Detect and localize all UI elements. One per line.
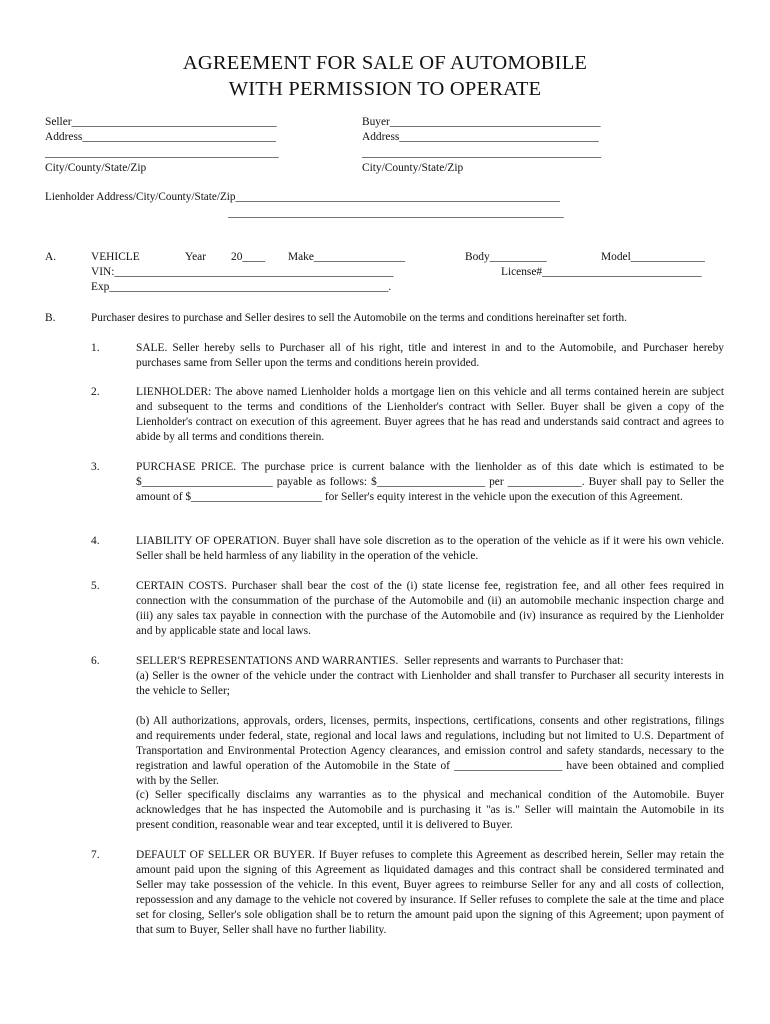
lienholder-address-field[interactable]: Lienholder Address/City/County/State/Zip__________________________________________________________ <box>45 191 560 203</box>
lienholder-address-line-2[interactable]: ____________________________________________________________ <box>228 207 564 219</box>
seller-city-label: City/County/State/Zip <box>45 162 147 174</box>
clause-6-number: 6. <box>91 655 100 667</box>
section-b-intro: Purchaser desires to purchase and Seller desires to sell the Automobile on the terms and conditions hereinafter set forth. <box>91 312 627 324</box>
vehicle-label: VEHICLE <box>91 251 140 263</box>
vin-field[interactable]: VIN:_________________________________________________ <box>91 266 394 278</box>
clause-7-number: 7. <box>91 849 100 861</box>
section-a-marker: A. <box>45 251 57 263</box>
clause-3-number: 3. <box>91 461 100 473</box>
clause-7-default: DEFAULT OF SELLER OR BUYER. If Buyer refuses to complete this Agreement as described herein, Seller may retain the amount paid upon the signing of this Agreement as liquidated damages and this contract shall be considered terminated and Seller may take possession of the vehicle. In this event, Buyer agrees to reimburse Seller for any and all costs of collection, repossession and any damage to the vehicle not covered by insurance. If Seller refuses to complete the sale at the time and place set for closing, Seller's sole obligation shall be to return the amount paid upon the signing of this Agreement; upon payment of that sum to Buyer, Seller shall have no further liability. <box>136 849 724 936</box>
clause-5-certain-costs: CERTAIN COSTS. Purchaser shall bear the cost of the (i) state license fee, registration fee, and all other fees required in connection with the consummation of the purchase of the Automobile and (ii) an automobile mechanic inspection charge and (iii) any sales tax payable in connection with the purchase of the Automobile and (iv) insurance as required by the Lienholder and by applicable state and local laws. <box>136 580 724 637</box>
clause-3-purchase-price: PURCHASE PRICE. The purchase price is current balance with the lienholder as of this date which is estimated to be $_______________________ payable as follows: $___________________ per _____________. Buyer shall pay to Seller the amount of $_______________________ for Seller's equity interest in the vehicle upon the execution of this Agreement. <box>136 461 724 503</box>
clause-1-number: 1. <box>91 342 100 354</box>
license-field[interactable]: License#____________________________ <box>501 266 702 278</box>
clause-2-number: 2. <box>91 386 100 398</box>
make-field[interactable]: Make________________ <box>288 251 406 263</box>
buyer-field[interactable]: Buyer_____________________________________ <box>362 116 601 128</box>
clause-4-number: 4. <box>91 535 100 547</box>
buyer-city-label: City/County/State/Zip <box>362 162 464 174</box>
buyer-address-line-2[interactable]: __________________________________________ <box>362 147 602 159</box>
year-label: Year <box>185 251 206 263</box>
clause-6-item-a: (a) Seller is the owner of the vehicle under the contract with Lienholder and shall transfer to Purchaser all security interests in the vehicle to Seller; <box>136 670 724 697</box>
section-b-marker: B. <box>45 312 56 324</box>
clause-6-item-b: (b) All authorizations, approvals, orders, licenses, permits, inspections, certifications, consents and other registrations, filings and requirements under federal, state, regional and local laws and regulations, including but not limited to U.S. Department of Transportation and Environmental Protection Agency clearances, and emission control and safety standards, necessary to the registration and lawful operation of the Automobile in the State of ___________________ have been obtained and complied with by the Seller. <box>136 715 724 787</box>
body-field[interactable]: Body__________ <box>465 251 547 263</box>
clause-5-number: 5. <box>91 580 100 592</box>
clause-4-liability: LIABILITY OF OPERATION. Buyer shall have sole discretion as to the operation of the vehicle as if it were his own vehicle. Seller shall be held harmless of any liability in the operation of the vehicle. <box>136 535 724 562</box>
clause-6-heading: SELLER'S REPRESENTATIONS AND WARRANTIES. Seller represents and warrants to Purchaser that: <box>136 655 624 667</box>
document-title-line-2: WITH PERMISSION TO OPERATE <box>228 78 542 100</box>
clause-2-lienholder: LIENHOLDER: The above named Lienholder holds a mortgage lien on this vehicle and all terms contained herein are subject and subsequent to the terms and conditions of the Lienholder's contract with Seller. Buyer shall be given a copy of the Lienholder's contract on execution of this agreement. Buyer agrees that he has read and understands said contract and agrees to abide by all terms and conditions therein. <box>136 386 724 443</box>
seller-field[interactable]: Seller____________________________________ <box>45 116 277 128</box>
model-field[interactable]: Model_____________ <box>601 251 705 263</box>
seller-address-line-2[interactable]: _________________________________________ <box>45 147 279 159</box>
clause-6-item-c: (c) Seller specifically disclaims any warranties as to the physical and mechanical condition of the Automobile. Buyer acknowledges that he has inspected the Automobile and is purchasing it "as is." Seller will maintain the Automobile in its present condition, reasonable wear and tear excepted, until it is delivered to Buyer. <box>136 789 724 831</box>
document-title-line-1: AGREEMENT FOR SALE OF AUTOMOBILE <box>182 52 588 74</box>
seller-address-field[interactable]: Address__________________________________ <box>45 131 276 143</box>
year-field[interactable]: 20____ <box>231 251 266 263</box>
exp-field[interactable]: Exp_________________________________________________. <box>91 281 392 293</box>
buyer-address-field[interactable]: Address___________________________________ <box>362 131 599 143</box>
clause-1-sale: SALE. Seller hereby sells to Purchaser all of his right, title and interest in and to the Automobile, and Purchaser hereby purchases same from Seller upon the terms and conditions herein provided. <box>136 342 724 369</box>
